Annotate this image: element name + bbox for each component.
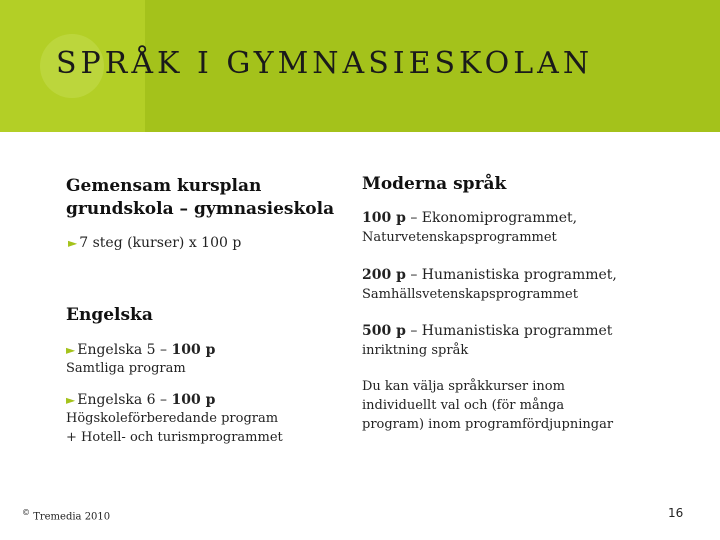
points-100: 100 p [362, 210, 406, 226]
item-engelska-6 [66, 391, 215, 410]
heading-moderna-sprak: Moderna språk [362, 174, 507, 194]
note-line-3: program) inom programfördjupningar [362, 417, 614, 432]
programs-500-line1: – Humanistiska programmet [405, 323, 613, 339]
engelska-5-points: 100 p [171, 342, 216, 358]
copyright-icon: © [22, 508, 30, 517]
heading-grundskola-gymnasieskola: grundskola – gymnasieskola [66, 199, 335, 219]
page-number: 16 [668, 506, 684, 520]
heading-engelska: Engelska [66, 305, 153, 325]
copyright-text: Tremedia 2010 [33, 511, 111, 523]
title-banner [0, 0, 720, 132]
programs-200-line2: Samhällsvetenskapsprogrammet [362, 287, 578, 302]
programs-500-line2: inriktning språk [362, 343, 469, 358]
item-engelska-5 [66, 341, 215, 360]
programs-100-line2: Naturvetenskapsprogrammet [362, 230, 557, 245]
slide-title: SPRÅK I GYMNASIESKOLAN [56, 46, 594, 81]
bullet-steg-kurser [68, 234, 241, 253]
engelska-6-description-2: + Hotell- och turismprogrammet [66, 430, 283, 445]
right-arrowhead-icon: ► [68, 236, 78, 250]
engelska-6-label: Engelska 6 – [77, 392, 172, 408]
bullet-text: 7 steg (kurser) x 100 p [79, 235, 242, 251]
item-100p [362, 209, 577, 228]
right-arrowhead-icon: ► [66, 393, 76, 407]
item-200p [362, 266, 617, 285]
engelska-5-description: Samtliga program [66, 361, 186, 376]
note-line-2: individuellt val och (för många [362, 398, 565, 413]
programs-100-line1: – Ekonomiprogrammet, [405, 210, 578, 226]
item-500p [362, 322, 612, 341]
engelska-6-points: 100 p [171, 392, 216, 408]
engelska-5-label: Engelska 5 – [77, 342, 172, 358]
points-200: 200 p [362, 267, 406, 283]
points-500: 500 p [362, 323, 406, 339]
engelska-6-description-1: Högskoleförberedande program [66, 411, 279, 426]
right-arrowhead-icon: ► [66, 343, 76, 357]
footer-copyright [22, 508, 110, 522]
note-line-1: Du kan välja språkkurser inom [362, 379, 565, 394]
programs-200-line1: – Humanistiska programmet, [405, 267, 617, 283]
heading-gemensam-kursplan: Gemensam kursplan [66, 176, 262, 196]
